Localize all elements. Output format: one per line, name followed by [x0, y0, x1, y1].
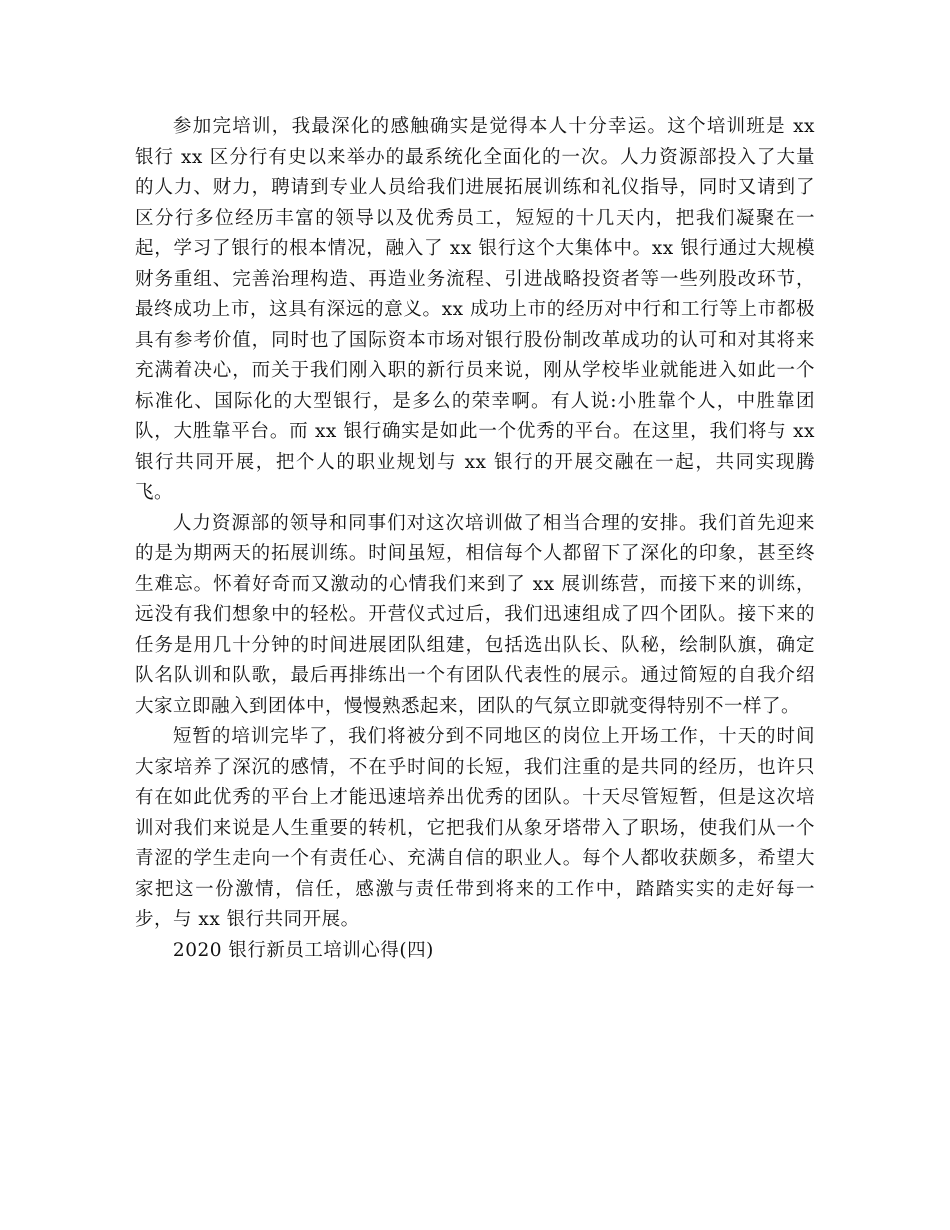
paragraph-1: 参加完培训，我最深化的感触确实是觉得本人十分幸运。这个培训班是 xx 银行 xx 区分行有史以来举办的最系统化全面化的一次。人力资源部投入了大量的人力、财力，聘请到专业人员给我们进展拓展训练和礼仪指导，同时又请到了区分行多位经历丰富的领导以及优秀员工，短短的十几天内，把我们凝聚在一起，学习了银行的根本情况，融入了 xx 银行这个大集体中。xx 银行通过大规模财务重组、完善治理构造、再造业务流程、引进战略投资者等一些列股改环节，最终成功上市，这具有深远的意义。xx 成功上市的经历对中行和工行等上市都极具有参考价值，同时也了国际资本市场对银行股份制改革成功的认可和对其将来充满着决心，而关于我们刚入职的新行员来说，刚从学校毕业就能进入如此一个标准化、国际化的大型银行，是多么的荣幸啊。有人说:小胜靠个人，中胜靠团队，大胜靠平台。而 xx 银行确实是如此一个优秀的平台。在这里，我们将与 xx 银行共同开展，把个人的职业规划与 xx 银行的开展交融在一起，共同实现腾飞。: [135, 116, 815, 503]
paragraph-2: 人力资源部的领导和同事们对这次培训做了相当合理的安排。我们首先迎来的是为期两天的拓展训练。时间虽短，相信每个人都留下了深化的印象，甚至终生难忘。怀着好奇而又激动的心情我们来到了 xx 展训练营，而接下来的训练，远没有我们想象中的轻松。开营仪式过后，我们迅速组成了四个团队。接下来的任务是用几十分钟的时间进展团队组建，包括选出队长、队秘，绘制队旗，确定队名队训和队歌，最后再排练出一个有团队代表性的展示。通过简短的自我介绍大家立即融入到团体中，慢慢熟悉起来，团队的气氛立即就变得特别不一样了。: [135, 512, 815, 717]
paragraph-3: 短暂的培训完毕了，我们将被分到不同地区的岗位上开场工作，十天的时间大家培养了深沉的感情，不在乎时间的长短，我们注重的是共同的经历，也许只有在如此优秀的平台上才能迅速培养出优秀的团队。十天尽管短暂，但是这次培训对我们来说是人生重要的转机，它把我们从象牙塔带入了职场，使我们从一个青涩的学生走向一个有责任心、充满自信的职业人。每个人都收获颇多，希望大家把这一份激情，信任，感激与责任带到将来的工作中，踏踏实实的走好每一步，与 xx 银行共同开展。: [135, 726, 815, 930]
section-heading: 2020 银行新员工培训心得(四): [172, 939, 434, 961]
document-body: [135, 112, 815, 966]
